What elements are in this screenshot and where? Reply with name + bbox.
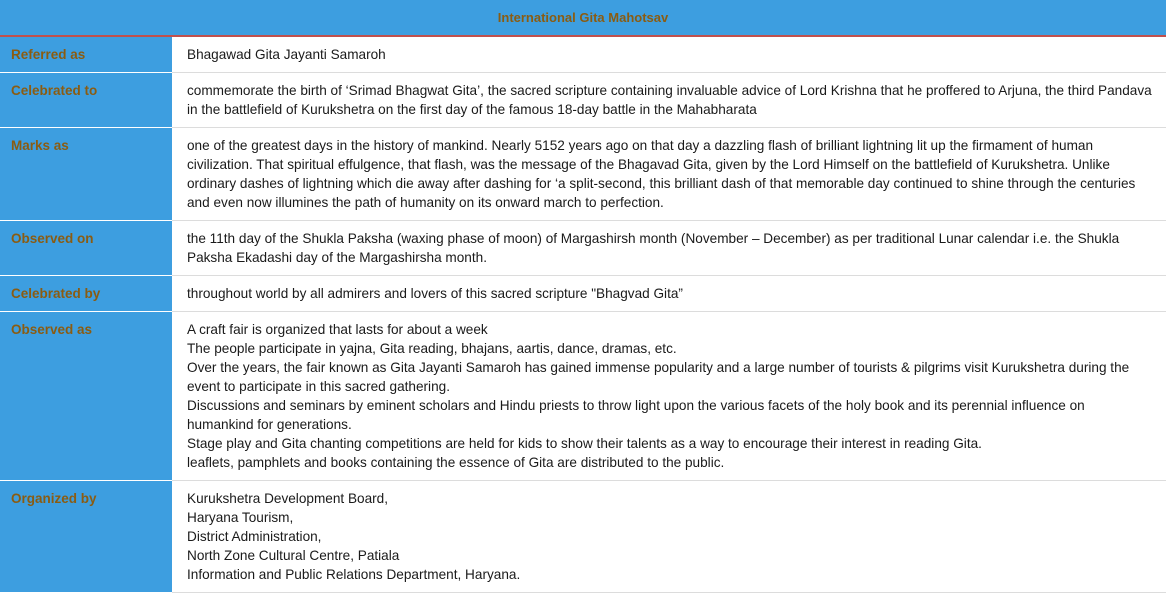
table-row <box>0 221 1166 276</box>
row-label: Referred as <box>0 36 172 73</box>
row-value <box>172 73 1166 128</box>
table-title-row <box>0 0 1166 36</box>
table-body <box>0 36 1166 593</box>
row-value <box>172 128 1166 221</box>
row-value-line: leaflets, pamphlets and books containing the essence of Gita are distributed to the public. <box>187 455 725 470</box>
table-row <box>0 276 1166 312</box>
row-value-line: throughout world by all admirers and lovers of this sacred scripture "Bhagvad Gita” <box>187 286 683 301</box>
row-value-line: Information and Public Relations Department, Haryana. <box>187 567 521 582</box>
row-value <box>172 276 1166 312</box>
table-row <box>0 36 1166 73</box>
row-value <box>172 481 1166 593</box>
row-value-line: North Zone Cultural Centre, Patiala <box>187 548 400 563</box>
row-value <box>172 36 1166 73</box>
row-label: Observed on <box>0 221 172 276</box>
row-value-line: Discussions and seminars by eminent scholars and Hindu priests to throw light upon the various facets of the holy book and its perennial influence on humankind for generations. <box>187 398 1085 432</box>
row-value-line: the 11th day of the Shukla Paksha (waxing phase of moon) of Margashirsh month (November – December) as per traditional Lunar calendar i.e. the Shukla Paksha Ekadashi day of the Margashirsha month. <box>187 231 1120 265</box>
row-label: Organized by <box>0 481 172 593</box>
row-value-line: one of the greatest days in the history of mankind. Nearly 5152 years ago on that day a dazzling flash of brilliant lightning lit up the firmament of human civilization. That spiritual effulgence, that flash, was the message of the Bhagavad Gita, given by the Lord Himself on the battlefield of Kurukshetra. Unlike ordinary dashes of lightning which die away after dashing for ‘a split-second, this brilliant dash of that memorable day continued to shine through the centuries and even now illumines the path of humanity on its onward march to perfection. <box>187 138 1136 210</box>
row-value-line: The people participate in yajna, Gita reading, bhajans, aartis, dance, dramas, etc. <box>187 341 677 356</box>
row-value-line: commemorate the birth of ‘Srimad Bhagwat Gita’, the sacred scripture containing invaluable advice of Lord Krishna that he proffered to Arjuna, the third Pandava in the battlefield of Kurukshetra on the first day of the famous 18-day battle in the Mahabharata <box>187 83 1152 117</box>
row-label: Celebrated by <box>0 276 172 312</box>
row-value-line: District Administration, <box>187 529 322 544</box>
row-label: Observed as <box>0 312 172 481</box>
row-value <box>172 221 1166 276</box>
row-label: Celebrated to <box>0 73 172 128</box>
table-row <box>0 481 1166 593</box>
row-value-line: Over the years, the fair known as Gita Jayanti Samaroh has gained immense popularity and a large number of tourists & pilgrims visit Kurukshetra during the event to participate in this sacred gathering. <box>187 360 1130 394</box>
table-row <box>0 312 1166 481</box>
row-label: Marks as <box>0 128 172 221</box>
row-value <box>172 312 1166 481</box>
table-title: International Gita Mahotsav <box>0 0 1166 36</box>
row-value-line: Kurukshetra Development Board, <box>187 491 388 506</box>
row-value-line: A craft fair is organized that lasts for about a week <box>187 322 488 337</box>
table-row <box>0 128 1166 221</box>
table-row <box>0 73 1166 128</box>
row-value-line: Stage play and Gita chanting competitions are held for kids to show their talents as a way to encourage their interest in reading Gita. <box>187 436 982 451</box>
row-value-line: Bhagawad Gita Jayanti Samaroh <box>187 47 386 62</box>
row-value-line: Haryana Tourism, <box>187 510 294 525</box>
